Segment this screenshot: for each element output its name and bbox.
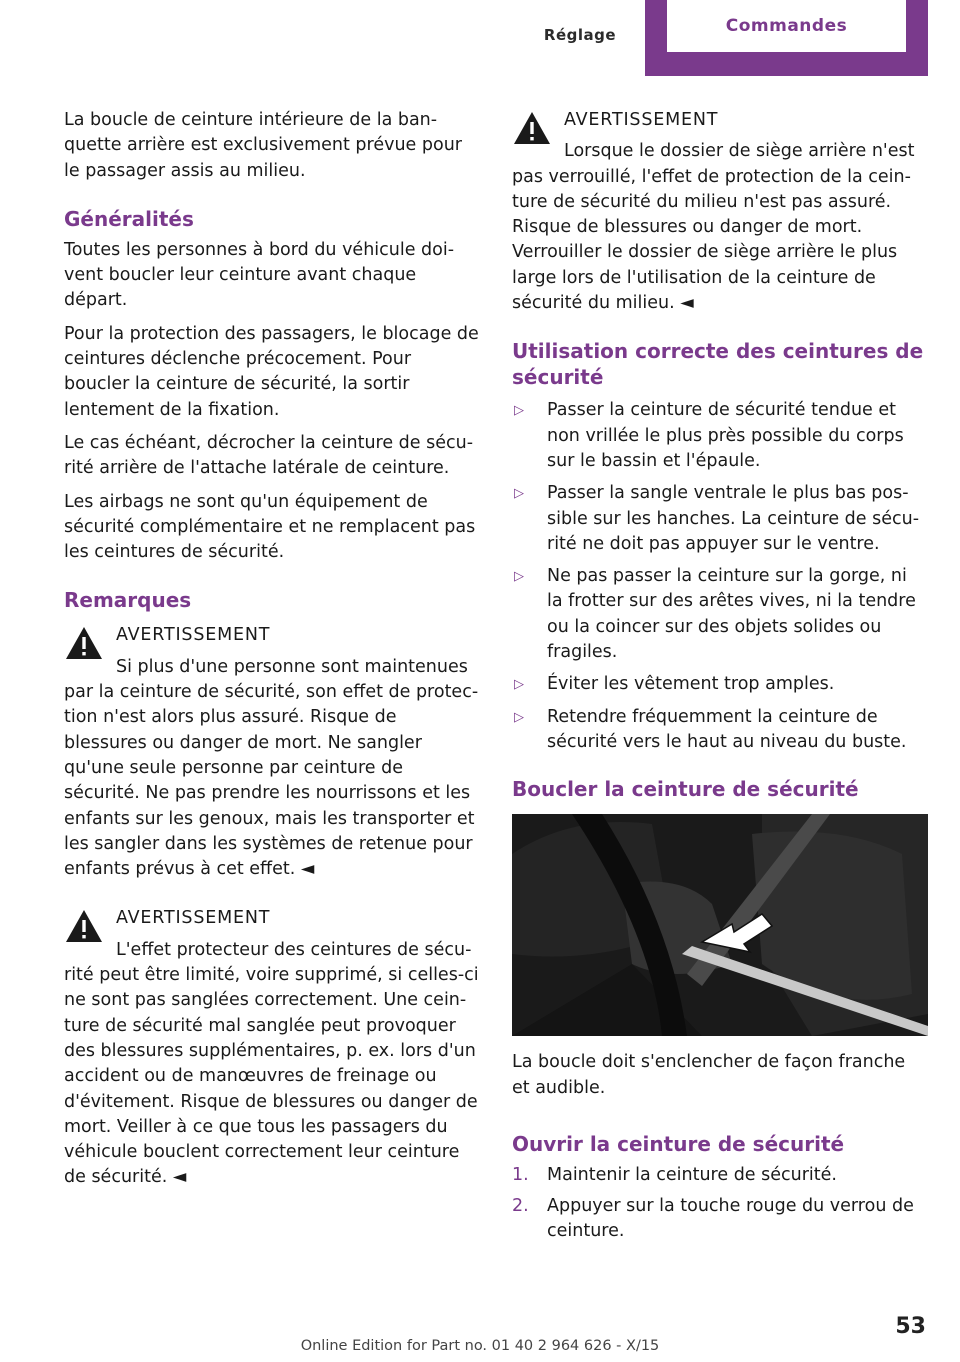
seatbelt-buckle-photo (512, 814, 928, 1036)
step-number: 2. (512, 1196, 529, 1217)
warning-triangle-icon (512, 110, 552, 146)
boucler-caption: La boucle doit s'enclencher de façon franche et audible. (512, 1052, 906, 1098)
boucler-heading: Boucler la ceinture de sécurité (512, 777, 859, 802)
generalites-paragraph-4: Les airbags ne sont qu'un équipement de sécurité complémentaire et ne remplacent pas les ceintures de sécurité. (64, 491, 476, 563)
warning-1-body: Si plus d'une personne sont maintenues par la ceinture de sécurité, son effet de protection n'est alors plus assuré. Risque de blessures ou danger de mort. Ne sangler qu'une seule personne par ceinture de sécurité. Ne pas prendre les nourrissons et les enfants sur les genoux, mais les transporter et les sangler dans les systèmes de retenue pour enfants prévus à cet effet. ◄ (64, 656, 479, 880)
warning-block-2 (64, 906, 480, 1190)
triangle-bullet-icon: ▷ (514, 709, 524, 725)
intro-paragraph: La boucle de ceinture intérieure de la banquette arrière est exclusivement prévue pour le passager assis au milieu. (64, 110, 462, 181)
generalites-paragraph-1: Toutes les personnes à bord du véhicule doivent boucler leur ceinture avant chaque départ. (64, 239, 455, 311)
warning-block-3 (512, 108, 928, 316)
step-number: 1. (512, 1164, 529, 1185)
list-item (512, 705, 928, 756)
list-item-text: Retendre fréquemment la ceinture de sécurité vers le haut au niveau du buste. (547, 706, 907, 752)
tab-commandes[interactable] (645, 0, 928, 76)
ouvrir-steps (512, 1163, 928, 1245)
list-item (512, 672, 928, 697)
generalites-heading: Généralités (64, 206, 194, 231)
left-column (64, 108, 480, 1191)
list-item (512, 481, 928, 557)
warning-triangle-icon (64, 908, 104, 944)
list-item-text: Passer la sangle ventrale le plus bas possible sur les hanches. La ceinture de sécurité ne doit pas appuyer sur le ventre. (547, 483, 920, 554)
triangle-bullet-icon: ▷ (514, 569, 524, 585)
triangle-bullet-icon: ▷ (514, 486, 524, 502)
generalites-paragraph-2: Pour la protection des passagers, le blocage de ceintures déclenche précocement. Pour boucler la ceinture de sécurité, la sortir lentement de la fixation. (64, 323, 479, 420)
generalites-paragraph-3: Le cas échéant, décrocher la ceinture de sécurité arrière de l'attache latérale de ceinture. (64, 432, 474, 479)
page-number: 53 (895, 1314, 926, 1339)
list-item (512, 564, 928, 665)
list-item-text: Éviter les vêtement trop amples. (547, 674, 835, 695)
remarques-heading: Remarques (64, 588, 192, 613)
triangle-bullet-icon: ▷ (514, 403, 524, 419)
utilisation-list (512, 398, 928, 755)
right-column (512, 108, 928, 1251)
tab-reglage[interactable]: Réglage (543, 26, 617, 44)
triangle-bullet-icon: ▷ (514, 677, 524, 693)
utilisation-heading: Utilisation correcte des ceintures de sécurité (512, 339, 924, 390)
step-text: Appuyer sur la touche rouge du verrou de ceinture. (547, 1196, 914, 1242)
tab-commandes-label: Commandes (667, 0, 906, 52)
list-item (512, 398, 928, 474)
list-item-text: Passer la ceinture de sécurité tendue et non vrillée le plus près possible du corps sur le bassin et l'épaule. (547, 400, 904, 471)
warning-2-body: L'effet protecteur des ceintures de sécurité peut être limité, voire supprimé, si celles-ci ne sont pas sanglées correctement. Une ceinture de sécurité mal sanglée peut provoquer des blessures supplémentaires, p. ex. lors d'un accident ou de manœuvres de freinage ou d'évitement. Risque de blessures ou danger de mort. Veiller à ce que tous les passagers du véhicule bouclent correctement leur ceinture de sécurité. ◄ (64, 939, 479, 1188)
warning-2-title: AVERTISSEMENT (116, 908, 271, 929)
warning-block-1 (64, 623, 480, 882)
warning-3-title: AVERTISSEMENT (564, 110, 719, 130)
ouvrir-heading: Ouvrir la ceinture de sécurité (512, 1131, 845, 1156)
warning-triangle-icon (64, 625, 104, 661)
step-item (512, 1194, 928, 1245)
footer-edition: Online Edition for Part no. 01 40 2 964 626 - X/15 (300, 1338, 660, 1354)
list-item-text: Ne pas passer la ceinture sur la gorge, ni la frotter sur des arêtes vives, ni la tendre ou la coincer sur des objets solides ou fragiles. (547, 566, 916, 663)
warning-3-body: Lorsque le dossier de siège arrière n'est pas verrouillé, l'effet de protection de la ceinture de sécurité du milieu n'est pas assuré. Risque de blessures ou danger de mort. Verrouiller le dossier de siège arrière le plus large lors de l'utilisation de la ceinture de sécurité du milieu. ◄ (512, 141, 915, 314)
step-item (512, 1163, 928, 1188)
warning-1-title: AVERTISSEMENT (116, 625, 271, 646)
step-text: Maintenir la ceinture de sécurité. (547, 1164, 837, 1185)
